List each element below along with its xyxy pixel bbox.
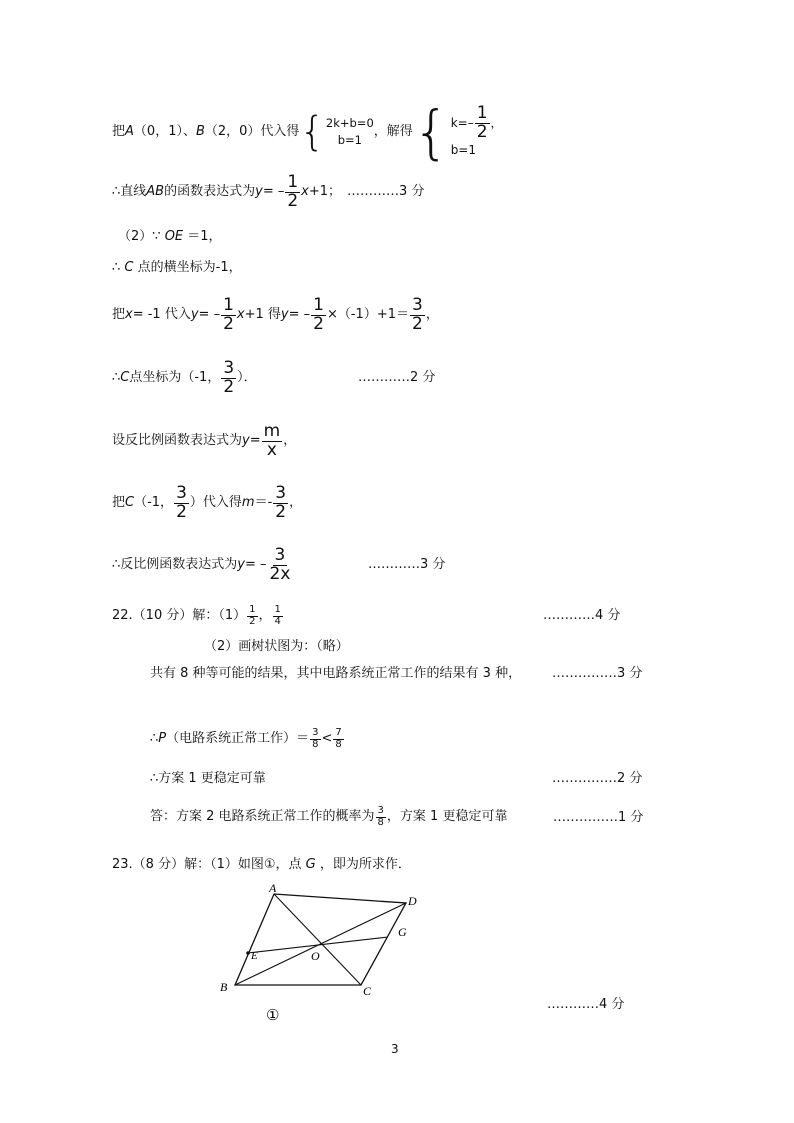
equation-system xyxy=(299,109,374,155)
q22-part-1 xyxy=(112,600,284,632)
parallelogram-abcd xyxy=(235,894,406,985)
text: （2）∵ xyxy=(118,229,161,244)
text: = – xyxy=(288,307,311,322)
text: 点的横坐标为-1， xyxy=(137,260,242,275)
text: +1 得 xyxy=(244,307,281,322)
frac-den: 2 xyxy=(176,501,187,522)
frac-den: 2 xyxy=(223,376,235,397)
var-x: x xyxy=(301,184,309,199)
frac-den: 2 xyxy=(249,615,256,627)
question-number: 23.（8 分）解：（1）如图①，点 xyxy=(112,857,306,872)
text: ， xyxy=(283,433,297,448)
score-mark: ……………1 分 xyxy=(553,810,644,825)
label-c: C xyxy=(363,984,372,998)
var-y: y xyxy=(237,557,245,572)
text: ∴反比例函数表达式为 xyxy=(112,557,238,572)
label-o: O xyxy=(311,949,320,963)
frac-den: 2 xyxy=(412,313,423,334)
text: 点坐标为（-1， xyxy=(129,370,221,385)
q22-probability xyxy=(150,722,345,756)
line-linear-expression xyxy=(112,172,424,212)
frac-den: 2 xyxy=(476,122,488,142)
q22-answer xyxy=(150,800,507,834)
frac-num: 1 xyxy=(313,294,324,315)
text: ， xyxy=(289,495,303,510)
frac-num: 1 xyxy=(287,171,299,192)
text: ）． xyxy=(237,370,257,385)
var-y: y xyxy=(255,184,263,199)
frac-num: m xyxy=(263,420,281,441)
var-G: G xyxy=(305,857,316,872)
equation-row-1: 2k+b=0 xyxy=(325,116,374,130)
frac-den: 8 xyxy=(312,738,319,750)
var-y: y xyxy=(280,307,289,322)
var-m: m xyxy=(241,495,255,510)
line-substitute-x xyxy=(112,294,439,336)
text: ，解得 xyxy=(373,124,413,139)
text: < xyxy=(321,731,333,746)
var-y: y xyxy=(242,433,250,448)
frac-num: 3 xyxy=(275,482,287,503)
var-x: x xyxy=(125,307,133,322)
frac-num: 3 xyxy=(223,357,235,378)
text: ，即为所求作． xyxy=(319,857,411,872)
frac-num: 7 xyxy=(335,727,342,738)
q23-part-1 xyxy=(112,856,411,874)
label-b: B xyxy=(220,980,228,994)
text: （-1， xyxy=(134,495,174,510)
text: ∴ xyxy=(150,731,159,746)
var-AB: AB xyxy=(146,184,165,199)
text: ， xyxy=(425,307,439,322)
q22-outcomes: 共有 8 种等可能的结果，其中电路系统正常工作的结果有 3 种， xyxy=(150,666,522,681)
var-OE: OE xyxy=(164,229,184,244)
frac-num: 1 xyxy=(223,294,234,315)
text: 把 xyxy=(112,495,126,510)
var-A: A xyxy=(125,124,134,139)
score-mark: …………3 分 xyxy=(368,557,446,572)
text: ＝- xyxy=(254,495,273,510)
line-part-2-given xyxy=(118,228,222,246)
frac-den: 4 xyxy=(274,615,281,627)
equation-row-2: b=1 xyxy=(337,133,362,147)
frac-num: 3 xyxy=(312,727,319,738)
frac-den: 2 xyxy=(313,313,324,334)
frac-den: x xyxy=(266,439,277,460)
var-P: P xyxy=(158,731,167,746)
text: 的函数表达式为 xyxy=(164,184,256,199)
score-mark: …………3 分 xyxy=(347,184,425,199)
line-inverse-assumption xyxy=(112,420,296,462)
var-C: C xyxy=(124,260,134,275)
solution-system xyxy=(412,98,503,166)
diagonal-bd xyxy=(235,903,406,985)
q22-part-2: （2）画树状图为：（略） xyxy=(204,639,349,654)
score-mark: …………4 分 xyxy=(547,997,625,1012)
line-c-coordinates xyxy=(112,357,257,399)
var-y: y xyxy=(190,307,199,322)
text: ）代入得 xyxy=(189,495,242,510)
line-substitute-points xyxy=(112,98,503,166)
frac-den: 8 xyxy=(335,738,342,750)
text: （2，0）代入得 xyxy=(204,124,300,139)
var-C: C xyxy=(120,370,130,385)
diagonal-ac xyxy=(274,894,361,985)
k-value: k=– xyxy=(450,116,474,130)
text: 设反比例函数表达式为 xyxy=(112,433,243,448)
line-inverse-expression xyxy=(112,543,293,587)
frac-num: 1 xyxy=(274,604,281,615)
frac-den: 8 xyxy=(377,816,384,828)
text: ∴ xyxy=(112,260,121,275)
score-mark: ……………3 分 xyxy=(552,666,643,681)
text: ＝1， xyxy=(187,229,222,244)
frac-num: 3 xyxy=(274,544,286,565)
score-mark: ……………2 分 xyxy=(552,771,643,786)
text: ×（-1）+1＝ xyxy=(326,307,409,322)
text: = – xyxy=(244,557,267,572)
frac-num: 3 xyxy=(176,482,187,503)
text: 把 xyxy=(112,124,126,139)
frac-num: 3 xyxy=(412,294,423,315)
text: ， xyxy=(258,608,272,623)
parallelogram-figure xyxy=(210,882,430,1022)
b-value: b=1 xyxy=(450,142,476,157)
score-mark: …………2 分 xyxy=(358,370,436,385)
text: 答：方案 2 电路系统正常工作的概率为 xyxy=(150,809,375,824)
text: ∴直线 xyxy=(112,184,147,199)
left-brace: { xyxy=(299,109,325,155)
frac-num: 3 xyxy=(377,805,384,816)
text: ， xyxy=(490,116,503,130)
point-e-dot xyxy=(246,951,250,955)
label-d: D xyxy=(408,894,417,908)
page-number: 3 xyxy=(391,1042,399,1056)
var-x: x xyxy=(236,307,245,322)
text: ∴ xyxy=(112,370,121,385)
frac-den: 2 xyxy=(287,190,299,211)
score-mark: …………4 分 xyxy=(543,608,621,623)
line-substitute-c xyxy=(112,482,302,524)
var-B: B xyxy=(195,124,205,139)
text: = xyxy=(249,433,261,448)
text: = – xyxy=(262,184,285,199)
label-a: A xyxy=(269,882,277,895)
figure-number: ① xyxy=(266,1008,280,1022)
line-c-abscissa xyxy=(112,259,242,277)
frac-den: 2 xyxy=(275,501,287,522)
text: +1； xyxy=(308,184,342,199)
text: （电路系统正常工作）＝ xyxy=(166,731,310,746)
q22-conclusion: ∴方案 1 更稳定可靠 xyxy=(150,771,266,786)
label-e: E xyxy=(251,950,258,962)
text: ，方案 1 更稳定可靠 xyxy=(386,809,508,824)
text: 把 xyxy=(112,307,126,322)
frac-num: 1 xyxy=(249,604,256,615)
text: = – xyxy=(198,307,221,322)
frac-den: 2x xyxy=(269,563,291,584)
left-brace: { xyxy=(412,98,450,166)
question-number: 22.（10 分）解：（1） xyxy=(112,608,247,623)
frac-num: 1 xyxy=(476,103,488,124)
var-C: C xyxy=(125,495,135,510)
frac-den: 2 xyxy=(223,313,234,334)
label-g: G xyxy=(398,925,407,939)
text: = -1 代入 xyxy=(132,307,191,322)
text: （0，1）、 xyxy=(133,124,196,139)
